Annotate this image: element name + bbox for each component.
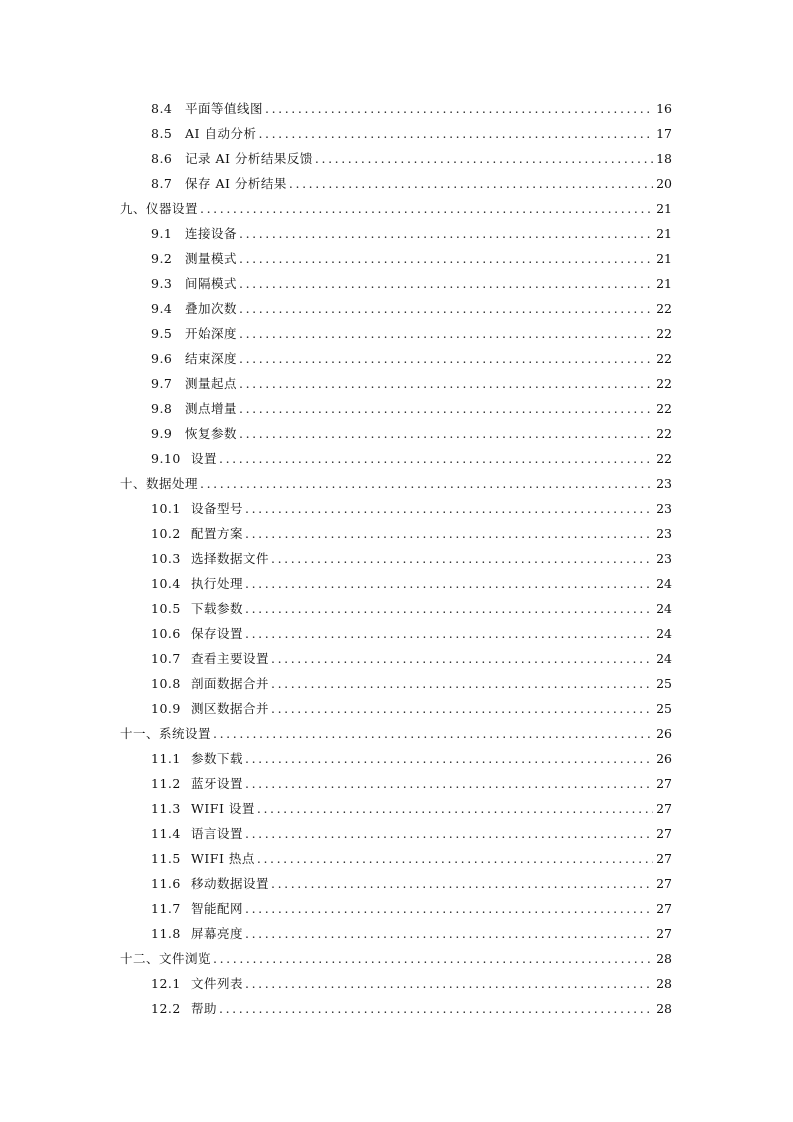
toc-section-entry[interactable] — [0, 671, 793, 696]
toc-section-entry[interactable] — [0, 621, 793, 646]
toc-page-number: 17 — [656, 126, 672, 141]
toc-entry-number: 10.2 — [151, 526, 181, 541]
toc-entry-number: 10.8 — [151, 676, 181, 691]
toc-section-entry[interactable] — [0, 521, 793, 546]
toc-entry-title: 系统设置 — [159, 726, 212, 741]
toc-dot-leader — [315, 146, 653, 171]
toc-page-number: 28 — [656, 951, 672, 966]
toc-page-number: 27 — [656, 801, 672, 816]
toc-page-number: 22 — [656, 326, 672, 341]
toc-entry-number: 11.7 — [151, 901, 181, 916]
toc-entry-title: AI 自动分析 — [185, 126, 257, 141]
toc-dot-leader — [245, 821, 653, 846]
toc-page-number: 27 — [656, 901, 672, 916]
toc-entry-number: 8.7 — [151, 176, 173, 191]
toc-section-entry[interactable] — [0, 96, 793, 121]
toc-page-number: 18 — [656, 151, 672, 166]
toc-entry-title: 叠加次数 — [185, 301, 238, 316]
toc-dot-leader — [239, 421, 653, 446]
toc-entry-title: 查看主要设置 — [191, 651, 270, 666]
toc-dot-leader — [271, 696, 653, 721]
toc-dot-leader — [200, 471, 653, 496]
toc-page-number: 27 — [656, 776, 672, 791]
toc-entry-title: 测量模式 — [185, 251, 238, 266]
toc-entry-number: 10.5 — [151, 601, 181, 616]
toc-page-number: 28 — [656, 976, 672, 991]
toc-section-entry[interactable] — [0, 846, 793, 871]
toc-entry-number: 11.2 — [151, 776, 181, 791]
toc-entry-number: 十一、 — [120, 726, 160, 741]
toc-page-number: 28 — [656, 1001, 672, 1016]
toc-entry-title: 蓝牙设置 — [191, 776, 244, 791]
toc-dot-leader — [245, 571, 653, 596]
toc-entry-title: 帮助 — [191, 1001, 218, 1016]
toc-entry-number: 9.3 — [151, 276, 173, 291]
toc-section-entry[interactable] — [0, 121, 793, 146]
toc-page-number: 20 — [656, 176, 672, 191]
toc-entry-number: 10.6 — [151, 626, 181, 641]
toc-section-entry[interactable] — [0, 421, 793, 446]
toc-dot-leader — [271, 646, 653, 671]
toc-page-number: 24 — [656, 651, 672, 666]
toc-page-number: 24 — [656, 626, 672, 641]
toc-page-number: 23 — [656, 526, 672, 541]
toc-dot-leader — [257, 796, 653, 821]
toc-entry-number: 11.1 — [151, 751, 181, 766]
toc-page-number: 22 — [656, 401, 672, 416]
toc-section-entry[interactable] — [0, 771, 793, 796]
toc-dot-leader — [271, 671, 653, 696]
toc-entry-number: 9.8 — [151, 401, 173, 416]
toc-entry-number: 9.5 — [151, 326, 173, 341]
toc-entry-title: 设备型号 — [191, 501, 244, 516]
toc-page-number: 26 — [656, 751, 672, 766]
toc-entry-number: 8.6 — [151, 151, 173, 166]
toc-chapter-entry[interactable] — [0, 471, 793, 496]
toc-entry-number: 10.4 — [151, 576, 181, 591]
toc-entry-title: WIFI 热点 — [191, 851, 255, 866]
toc-page-number: 25 — [656, 676, 672, 691]
toc-page-number: 23 — [656, 476, 672, 491]
toc-page-number: 22 — [656, 351, 672, 366]
toc-section-entry[interactable] — [0, 696, 793, 721]
toc-entry-number: 9.2 — [151, 251, 173, 266]
toc-entry-title: 记录 AI 分析结果反馈 — [185, 151, 313, 166]
toc-dot-leader — [245, 746, 653, 771]
toc-page-number: 25 — [656, 701, 672, 716]
toc-page-number: 27 — [656, 876, 672, 891]
toc-entry-title: 设置 — [191, 451, 218, 466]
toc-entry-title: 执行处理 — [191, 576, 244, 591]
toc-dot-leader — [245, 896, 653, 921]
toc-entry-title: 连接设备 — [185, 226, 238, 241]
toc-page-number: 26 — [656, 726, 672, 741]
toc-section-entry[interactable] — [0, 396, 793, 421]
toc-page-number: 27 — [656, 926, 672, 941]
toc-entry-number: 11.4 — [151, 826, 181, 841]
toc-entry-title: 参数下载 — [191, 751, 244, 766]
toc-dot-leader — [239, 246, 653, 271]
toc-section-entry[interactable] — [0, 371, 793, 396]
toc-entry-title: 屏幕亮度 — [191, 926, 244, 941]
toc-entry-number: 9.1 — [151, 226, 173, 241]
toc-page-number: 21 — [656, 226, 672, 241]
toc-entry-number: 十、 — [120, 476, 147, 491]
toc-page-number: 22 — [656, 451, 672, 466]
toc-dot-leader — [239, 271, 653, 296]
toc-entry-title: 移动数据设置 — [191, 876, 270, 891]
toc-dot-leader — [245, 971, 653, 996]
toc-entry-number: 11.3 — [151, 801, 181, 816]
toc-section-entry[interactable] — [0, 796, 793, 821]
toc-section-entry[interactable] — [0, 346, 793, 371]
toc-entry-title: WIFI 设置 — [191, 801, 255, 816]
toc-dot-leader — [200, 196, 653, 221]
toc-entry-number: 10.1 — [151, 501, 181, 516]
table-of-contents — [0, 96, 793, 1021]
toc-dot-leader — [245, 596, 653, 621]
toc-entry-number: 9.7 — [151, 376, 173, 391]
toc-section-entry[interactable] — [0, 546, 793, 571]
toc-entry-title: 间隔模式 — [185, 276, 238, 291]
toc-section-entry[interactable] — [0, 496, 793, 521]
toc-dot-leader — [271, 546, 653, 571]
toc-entry-title: 测区数据合并 — [191, 701, 270, 716]
toc-chapter-entry[interactable] — [0, 196, 793, 221]
toc-page-number: 24 — [656, 601, 672, 616]
toc-entry-title: 选择数据文件 — [191, 551, 270, 566]
toc-dot-leader — [239, 346, 653, 371]
toc-entry-number: 11.6 — [151, 876, 181, 891]
toc-entry-number: 9.9 — [151, 426, 173, 441]
toc-entry-title: 剖面数据合并 — [191, 676, 270, 691]
toc-entry-title: 保存 AI 分析结果 — [185, 176, 287, 191]
toc-section-entry[interactable] — [0, 146, 793, 171]
toc-section-entry[interactable] — [0, 746, 793, 771]
toc-entry-number: 11.5 — [151, 851, 181, 866]
toc-dot-leader — [219, 996, 653, 1021]
toc-page-number: 21 — [656, 276, 672, 291]
toc-section-entry[interactable] — [0, 221, 793, 246]
toc-chapter-entry[interactable] — [0, 946, 793, 971]
toc-section-entry[interactable] — [0, 871, 793, 896]
toc-entry-title: 开始深度 — [185, 326, 238, 341]
toc-page-number: 24 — [656, 576, 672, 591]
toc-section-entry[interactable] — [0, 971, 793, 996]
toc-dot-leader — [239, 321, 653, 346]
toc-entry-number: 10.7 — [151, 651, 181, 666]
toc-section-entry[interactable] — [0, 821, 793, 846]
toc-dot-leader — [258, 121, 653, 146]
toc-dot-leader — [213, 946, 653, 971]
toc-section-entry[interactable] — [0, 171, 793, 196]
toc-entry-number: 11.8 — [151, 926, 181, 941]
toc-entry-title: 保存设置 — [191, 626, 244, 641]
toc-entry-number: 9.10 — [151, 451, 181, 466]
toc-dot-leader — [239, 396, 653, 421]
toc-entry-title: 下载参数 — [191, 601, 244, 616]
toc-entry-title: 仪器设置 — [146, 201, 199, 216]
toc-page-number: 21 — [656, 251, 672, 266]
toc-entry-number: 9.6 — [151, 351, 173, 366]
toc-section-entry[interactable] — [0, 921, 793, 946]
toc-entry-title: 恢复参数 — [185, 426, 238, 441]
toc-dot-leader — [271, 871, 653, 896]
toc-entry-title: 测点增量 — [185, 401, 238, 416]
toc-dot-leader — [245, 621, 653, 646]
toc-dot-leader — [213, 721, 653, 746]
toc-entry-number: 10.9 — [151, 701, 181, 716]
toc-entry-number: 9.4 — [151, 301, 173, 316]
toc-page-number: 16 — [656, 101, 672, 116]
toc-entry-number: 8.5 — [151, 126, 173, 141]
toc-section-entry[interactable] — [0, 646, 793, 671]
toc-dot-leader — [239, 371, 653, 396]
toc-dot-leader — [245, 771, 653, 796]
toc-entry-number: 10.3 — [151, 551, 181, 566]
toc-dot-leader — [245, 921, 653, 946]
toc-entry-number: 九、 — [120, 201, 147, 216]
toc-chapter-entry[interactable] — [0, 721, 793, 746]
toc-dot-leader — [245, 496, 653, 521]
toc-entry-title: 结束深度 — [185, 351, 238, 366]
toc-page-number: 22 — [656, 376, 672, 391]
toc-dot-leader — [257, 846, 653, 871]
toc-section-entry[interactable] — [0, 896, 793, 921]
toc-entry-title: 智能配网 — [191, 901, 244, 916]
toc-dot-leader — [239, 296, 653, 321]
toc-entry-title: 语言设置 — [191, 826, 244, 841]
toc-dot-leader — [219, 446, 653, 471]
toc-dot-leader — [289, 171, 653, 196]
toc-section-entry[interactable] — [0, 246, 793, 271]
toc-entry-number: 12.2 — [151, 1001, 181, 1016]
toc-entry-title: 数据处理 — [146, 476, 199, 491]
toc-entry-title: 平面等值线图 — [185, 101, 264, 116]
toc-page-number: 27 — [656, 826, 672, 841]
toc-entry-title: 测量起点 — [185, 376, 238, 391]
toc-entry-number: 8.4 — [151, 101, 173, 116]
toc-dot-leader — [265, 96, 653, 121]
toc-entry-title: 配置方案 — [191, 526, 244, 541]
toc-page-number: 22 — [656, 301, 672, 316]
toc-section-entry[interactable] — [0, 996, 793, 1021]
toc-page-number: 22 — [656, 426, 672, 441]
toc-section-entry[interactable] — [0, 596, 793, 621]
toc-page-number: 23 — [656, 551, 672, 566]
toc-entry-number: 十二、 — [120, 951, 160, 966]
toc-dot-leader — [239, 221, 653, 246]
toc-entry-title: 文件浏览 — [159, 951, 212, 966]
toc-dot-leader — [245, 521, 653, 546]
toc-page-number: 21 — [656, 201, 672, 216]
toc-section-entry[interactable] — [0, 446, 793, 471]
toc-page-number: 27 — [656, 851, 672, 866]
toc-section-entry[interactable] — [0, 271, 793, 296]
toc-section-entry[interactable] — [0, 571, 793, 596]
toc-entry-title: 文件列表 — [191, 976, 244, 991]
toc-section-entry[interactable] — [0, 321, 793, 346]
toc-entry-number: 12.1 — [151, 976, 181, 991]
toc-section-entry[interactable] — [0, 296, 793, 321]
toc-page-number: 23 — [656, 501, 672, 516]
